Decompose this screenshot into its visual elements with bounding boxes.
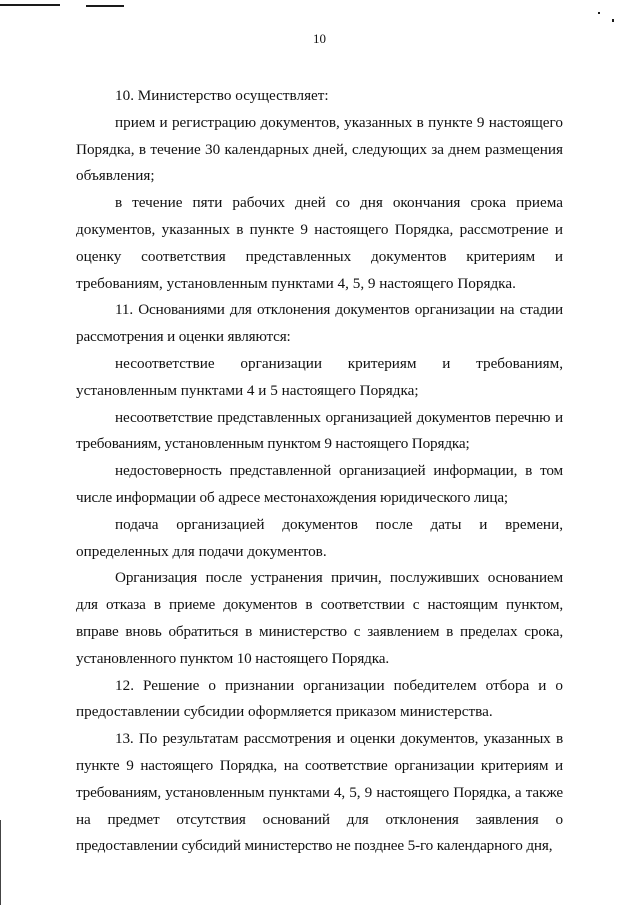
paragraph: 13. По результатам рассмотрения и оценки документов, указанных в пункте 9 настоящего Порядка, на соответствие организации критериям и требованиям, установленным пунктами 4, 5, 9 настоящего Порядка, а также на предмет отсутствия оснований для отклонения заявления о предоставлении субсидий министерство не позднее 5-го календарного дня, xyxy=(76,730,563,855)
paragraph: несоответствие представленных организацией документов перечню и требованиям, установленным пунктом 9 настоящего Порядка; xyxy=(76,408,563,453)
scan-edge-mark-left xyxy=(0,820,1,905)
paragraph: прием и регистрацию документов, указанных в пункте 9 настоящего Порядка, в течение 30 календарных дней, следующих за днем размещения объявления; xyxy=(76,113,563,185)
paragraph: недостоверность представленной организацией информации, в том числе информации об адресе местонахождения юридического лица; xyxy=(76,462,563,506)
paragraph: подача организацией документов после даты и времени, определенных для подачи документов. xyxy=(76,515,563,560)
paragraph: 10. Министерство осуществляет: xyxy=(115,87,329,104)
scan-edge-mark-top-right xyxy=(86,5,124,7)
paragraph: 12. Решение о признании организации победителем отбора и о предоставлении субсидии оформляется приказом министерства. xyxy=(76,676,563,721)
paragraph: Организация после устранения причин, послуживших основанием для отказа в приеме документов в соответствии с настоящим пунктом, вправе вновь обратиться в министерство с заявлением в пределах срока, установленного пунктом 10 настоящего Порядка. xyxy=(76,569,563,667)
paragraph: 11. Основаниями для отклонения документов организации на стадии рассмотрения и оценки являются: xyxy=(76,301,563,346)
document-body xyxy=(76,83,563,860)
scan-speck xyxy=(612,19,614,22)
scan-edge-mark-top xyxy=(0,4,60,6)
paragraph: в течение пяти рабочих дней со дня окончания срока приема документов, указанных в пункте 9 настоящего Порядка, рассмотрение и оценку соответствия представленных документов критериям и требованиям, установленным пунктами 4, 5, 9 настоящего Порядка. xyxy=(76,194,563,292)
scan-speck xyxy=(598,12,600,14)
page-number: 10 xyxy=(313,31,326,46)
paragraph: несоответствие организации критериям и требованиям, установленным пунктами 4 и 5 настоящего Порядка; xyxy=(76,354,563,399)
